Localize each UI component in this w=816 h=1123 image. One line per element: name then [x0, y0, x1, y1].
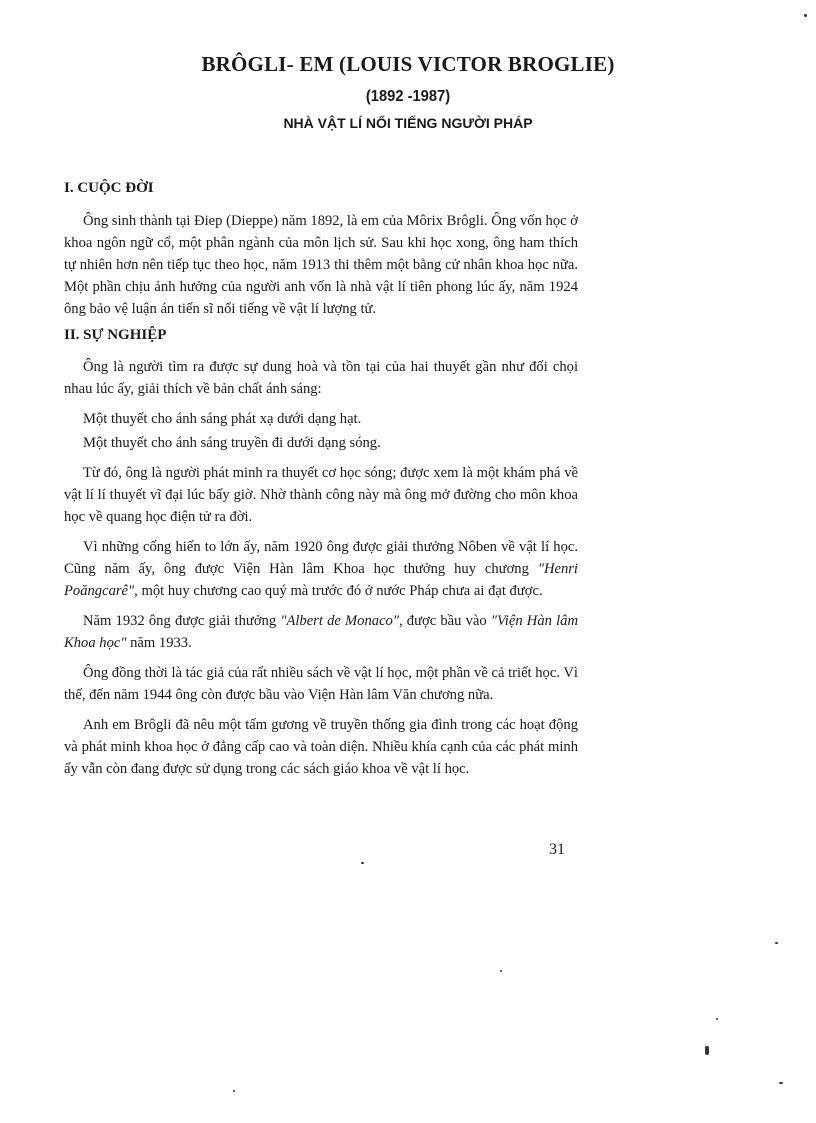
- paragraph: Anh em Brôgli đã nêu một tấm gương về truyền thống gia đình trong các hoạt động và phát minh khoa học ở đẳng cấp cao và toàn diện. Nhiều khía cạnh của các phát minh ấy vẫn còn đang được sử dụng trong các sách giáo khoa về vật lí học.: [64, 717, 578, 777]
- paragraph: Ông là người tìm ra được sự dung hoà và tồn tại của hai thuyết gần như đối chọi nhau lúc ấy, giải thích về bản chất ánh sáng:: [64, 359, 578, 397]
- page-subtitle: NHÀ VẬT LÍ NỔI TIẾNG NGƯỜI PHÁP: [283, 115, 533, 131]
- section-body-career: [64, 356, 578, 788]
- medal-name: "Henri Poăngcarê": [64, 561, 578, 599]
- paragraph: Vì những cống hiến to lớn ấy, năm 1920 ông được giải thưởng Nôben về vật lí học. Cũng năm ấy, ông được Viện Hàn lâm Khoa học thưởng huy chương "Henri Poăngcarê", một huy chương cao quý mà trước đó ở nước Pháp chưa ai đạt được.: [64, 539, 578, 599]
- paragraph: Một thuyết cho ánh sáng truyền đi dưới dạng sóng.: [83, 435, 381, 451]
- paragraph: Ông đồng thời là tác giả của rất nhiều sách về vật lí học, một phần về cả triết học. Vì thế, đến năm 1944 ông còn được bầu vào Viện Hàn lâm Văn chương nữa.: [64, 665, 578, 703]
- title-years: (1892 -1987): [365, 88, 451, 105]
- academy-name: "Viện Hàn lâm Khoa học": [64, 613, 578, 651]
- scan-speck: [804, 14, 807, 17]
- paragraph: Từ đó, ông là người phát minh ra thuyết cơ học sóng; được xem là một khám phá về vật lí lí thuyết vĩ đại lúc bấy giờ. Nhờ thành công này mà ông mở đường cho môn khoa học về quang học điện tử ra đời.: [64, 465, 578, 525]
- scan-speck: [705, 1046, 709, 1055]
- paragraph: Năm 1932 ông được giải thưởng "Albert de Monaco", được bầu vào "Viện Hàn lâm Khoa học" năm 1933.: [64, 613, 578, 651]
- section-body-life: [64, 210, 578, 328]
- section-heading-life: I. CUỘC ĐỜI: [64, 180, 154, 196]
- scan-speck: [775, 942, 778, 944]
- scan-speck: [233, 1090, 235, 1092]
- section-heading-career: II. SỰ NGHIỆP: [64, 327, 167, 343]
- scan-speck: [500, 970, 502, 972]
- page-title: BRÔGLI- EM (LOUIS VICTOR BROGLIE): [201, 52, 615, 76]
- scan-speck: [716, 1018, 718, 1020]
- scan-speck: [779, 1082, 783, 1084]
- paragraph: Ông sinh thành tại Điep (Dieppe) năm 1892, là em của Môrix Brôgli. Ông vốn học ở khoa ngôn ngữ cổ, một phân ngành của môn lịch sử. Sau khi học xong, ông ham thích tự nhiên hơn nên tiếp tục theo học, năm 1913 thi thêm một bằng cử nhân khoa học nữa. Một phần chịu ảnh hưởng của người anh vốn là nhà vật lí tiên phong lúc ấy, năm 1924 ông bảo vệ luận án tiến sĩ nổi tiếng về vật lí lượng tử.: [64, 213, 578, 317]
- scan-speck: [361, 862, 364, 864]
- prize-name: "Albert de Monaco": [280, 613, 399, 629]
- paragraph: Một thuyết cho ánh sáng phát xạ dưới dạng hạt.: [83, 411, 362, 427]
- page-number: 31: [549, 841, 565, 858]
